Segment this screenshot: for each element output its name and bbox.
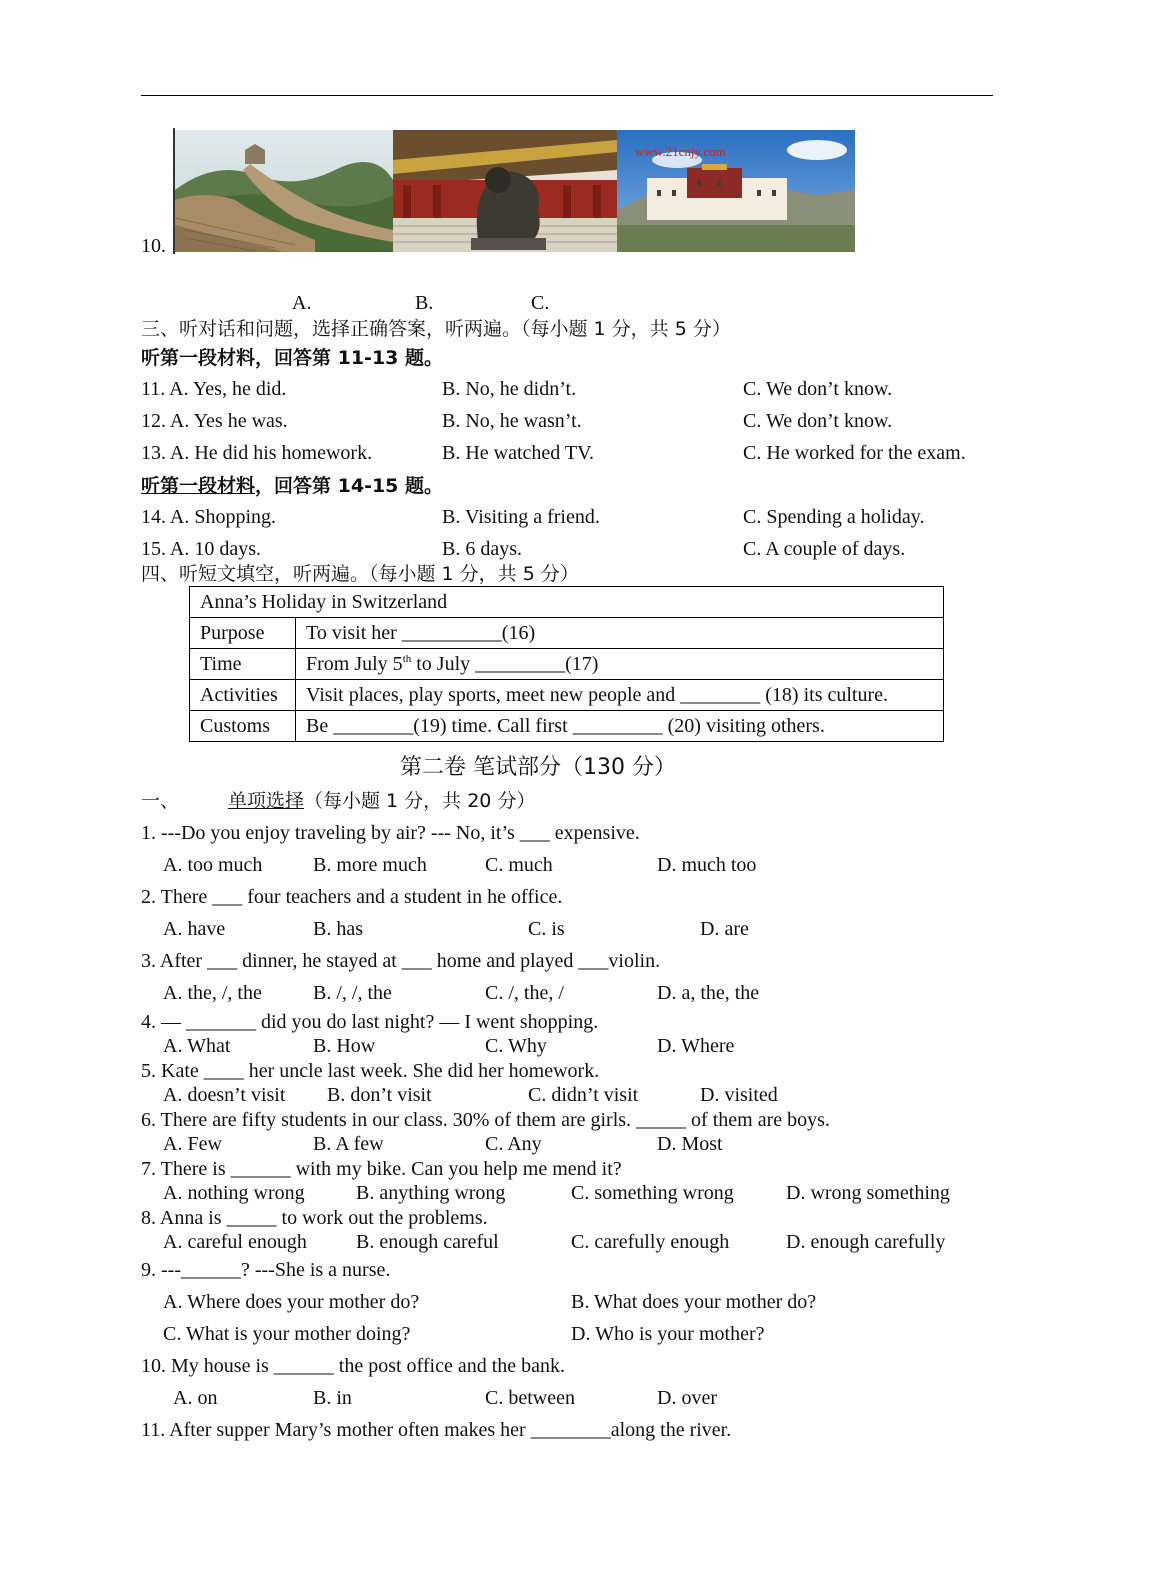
row-label: Customs <box>190 711 296 742</box>
question-stem: 2. There ___ four teachers and a student in he office. <box>141 886 563 908</box>
option-d: D. over <box>657 1387 717 1409</box>
section-4-heading: 四、听短文填空，听两遍。（每小题 1 分，共 5 分） <box>141 563 579 585</box>
row-text: Visit places, play sports, meet new people and ________ (18) its culture. <box>306 683 889 706</box>
option-c: C. /, the, / <box>485 982 564 1004</box>
option-a: A. Where does your mother do? <box>163 1291 420 1313</box>
option-a: A. nothing wrong <box>163 1182 305 1204</box>
option-d: D. a, the, the <box>657 982 760 1004</box>
option-a: 11. A. Yes, he did. <box>141 378 287 400</box>
section-1-title: 单项选择 <box>228 790 305 812</box>
option-b: B. enough careful <box>356 1231 499 1253</box>
question-stem: 6. There are fifty students in our class. 30% of them are girls. _____ of them are boys. <box>141 1109 830 1131</box>
option-c: C. something wrong <box>571 1182 734 1204</box>
option-a: 13. A. He did his homework. <box>141 442 373 464</box>
question-stem: 5. Kate ____ her uncle last week. She did her homework. <box>141 1060 600 1082</box>
row-text: Be ________(19) time. Call first _________ (20) visiting others. <box>306 714 825 737</box>
option-b: B. in <box>313 1387 352 1409</box>
option-d: D. Most <box>657 1133 723 1155</box>
option-b: B. don’t visit <box>327 1084 432 1106</box>
row-label: Time <box>190 649 296 680</box>
question-stem: 8. Anna is _____ to work out the problems. <box>141 1207 488 1229</box>
option-d: D. much too <box>657 854 757 876</box>
row-text-tail: to July _________(17) <box>411 652 599 675</box>
holiday-table <box>189 586 944 742</box>
table-title: Anna’s Holiday in Switzerland <box>190 587 944 618</box>
row-text: To visit her __________(16) <box>306 621 536 644</box>
option-a: 14. A. Shopping. <box>141 506 277 528</box>
option-d: D. Who is your mother? <box>571 1323 765 1345</box>
table-row <box>190 649 944 680</box>
option-a: A. careful enough <box>163 1231 307 1253</box>
option-d: D. Where <box>657 1035 735 1057</box>
picture-a-great-wall <box>175 130 393 252</box>
watermark-text: www.21cnjy.com <box>635 144 726 159</box>
row-text: From July 5 <box>306 652 403 675</box>
option-a: A. What <box>163 1035 231 1057</box>
option-c: C. A couple of days. <box>743 538 906 560</box>
option-d: D. visited <box>700 1084 778 1106</box>
option-a: A. the, /, the <box>163 982 262 1004</box>
option-b: B. Visiting a friend. <box>442 506 600 528</box>
section-3-heading: 三、听对话和问题，选择正确答案，听两遍。（每小题 1 分，共 5 分） <box>141 318 731 340</box>
option-a: 12. A. Yes he was. <box>141 410 288 432</box>
question-stem: 10. My house is ______ the post office and the bank. <box>141 1355 566 1377</box>
option-c: C. didn’t visit <box>528 1084 639 1106</box>
part-2-rest: ，回答第 14-15 题。 <box>255 475 444 497</box>
section-1-tail: （每小题 1 分，共 20 分） <box>304 790 536 812</box>
section-1-number: 一、 <box>141 790 180 812</box>
section-3-part-1: 听第一段材料，回答第 11-13 题。 <box>141 347 443 369</box>
option-b: B. How <box>313 1035 376 1057</box>
option-b: B. He watched TV. <box>442 442 595 464</box>
picture-c-potala-palace <box>617 130 855 252</box>
option-b: B. A few <box>313 1133 384 1155</box>
table-row <box>190 711 944 742</box>
question-stem: 11. After supper Mary’s mother often makes her ________along the river. <box>141 1419 732 1441</box>
question-10-number: 10. <box>141 235 166 257</box>
option-c: C. between <box>485 1387 575 1409</box>
option-c: C. is <box>528 918 565 940</box>
header-rule <box>141 95 993 96</box>
row-label: Purpose <box>190 618 296 649</box>
table-row <box>190 618 944 649</box>
question-stem: 7. There is ______ with my bike. Can you help me mend it? <box>141 1158 622 1180</box>
option-c: C. We don’t know. <box>743 410 893 432</box>
picture-c-label: C. <box>531 292 550 314</box>
option-b: B. anything wrong <box>356 1182 506 1204</box>
part-2-title: 第二卷 笔试部分（130 分） <box>400 755 676 780</box>
option-c: C. Any <box>485 1133 542 1155</box>
option-c: C. carefully enough <box>571 1231 730 1253</box>
question-stem: 9. ---______? ---She is a nurse. <box>141 1259 391 1281</box>
row-content <box>296 649 944 680</box>
picture-b-forbidden-city <box>393 130 617 252</box>
question-stem: 4. — _______ did you do last night? — I went shopping. <box>141 1011 599 1033</box>
question-stem: 1. ---Do you enjoy traveling by air? --- No, it’s ___ expensive. <box>141 822 640 844</box>
section-1-heading <box>228 789 535 813</box>
part-2-underlined: 听第一段材料 <box>141 475 256 497</box>
option-c: C. Spending a holiday. <box>743 506 925 528</box>
option-b: B. has <box>313 918 363 940</box>
option-c: C. What is your mother doing? <box>163 1323 411 1345</box>
option-b: B. more much <box>313 854 427 876</box>
option-a: A. have <box>163 918 226 940</box>
question-stem: 3. After ___ dinner, he stayed at ___ home and played ___violin. <box>141 950 661 972</box>
option-a: A. too much <box>163 854 263 876</box>
option-b: B. 6 days. <box>442 538 522 560</box>
option-d: D. enough carefully <box>786 1231 946 1253</box>
option-a: 15. A. 10 days. <box>141 538 261 560</box>
option-b: B. What does your mother do? <box>571 1291 817 1313</box>
option-c: C. much <box>485 854 553 876</box>
option-a: A. doesn’t visit <box>163 1084 286 1106</box>
section-3-part-2 <box>141 474 443 498</box>
picture-b-label: B. <box>415 292 434 314</box>
option-b: B. No, he didn’t. <box>442 378 577 400</box>
option-c: C. We don’t know. <box>743 378 893 400</box>
row-content <box>296 680 944 711</box>
option-d: D. are <box>700 918 749 940</box>
option-b: B. /, /, the <box>313 982 392 1004</box>
option-a: A. Few <box>163 1133 222 1155</box>
table-title-row <box>190 587 944 618</box>
option-b: B. No, he wasn’t. <box>442 410 582 432</box>
row-label: Activities <box>190 680 296 711</box>
option-c: C. Why <box>485 1035 547 1057</box>
option-d: D. wrong something <box>786 1182 950 1204</box>
option-a: A. on <box>173 1387 218 1409</box>
row-content <box>296 618 944 649</box>
option-c: C. He worked for the exam. <box>743 442 966 464</box>
table-row <box>190 680 944 711</box>
row-content <box>296 711 944 742</box>
picture-a-label: A. <box>292 292 312 314</box>
ordinal-superscript: th <box>402 652 412 665</box>
